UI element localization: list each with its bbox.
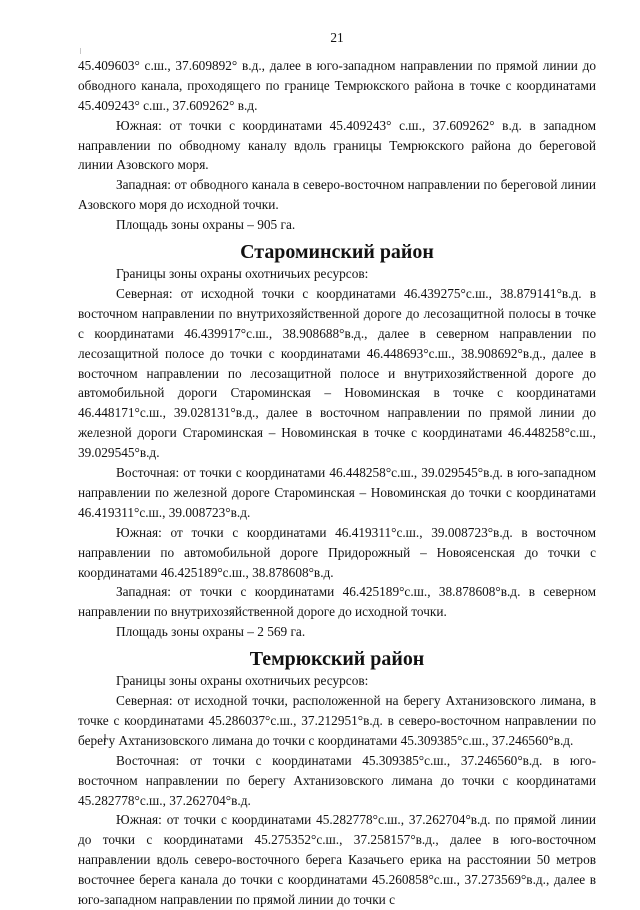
protection-area-paragraph: Площадь зоны охраны – 2 569 га. (116, 624, 306, 640)
western-boundary-paragraph: Западная: от обводного канала в северо-восточном направлении по береговой линии Азовского моря до исходной точки. (78, 177, 596, 213)
section-heading-temryuk: Темрюкский район (249, 648, 425, 671)
eastern-boundary-paragraph: Восточная: от точки с координатами 45.309385°с.ш., 37.246560°в.д. в юго-восточном направлении по берегу Ахтанизовского лимана до точки с координатами 45.282778°с.ш., 37.262704°в.д. (78, 752, 596, 808)
paragraph-continuation: 45.409603° с.ш., 37.609892° в.д., далее в юго-западном направлении по прямой линии до обводного канала, проходящего по границе Темрюкского района в точке с координатами 45.409243° с.ш., 37.609262° в.д. (78, 57, 596, 113)
northern-boundary-paragraph: Северная: от исходной точки, расположенной на берегу Ахтанизовского лимана, в точке с координатами 45.286037°с.ш., 37.212951°в.д. в северо-восточном направлении по берегу Ахтанизовского лимана до точки с координатами 45.309385°с.ш., 37.246560°в.д. (78, 693, 596, 748)
southern-boundary-paragraph: Южная: от точки с координатами 46.419311°с.ш., 39.008723°в.д. в восточном направлении по автомобильной дороге Придорожный – Новоясенская до точки с координатами 46.425189°с.ш., 38.878608°в.д. (78, 524, 596, 580)
western-boundary-paragraph: Западная: от точки с координатами 46.425189°с.ш., 38.878608°в.д. в северном направлении по внутрихозяйственной дороге до исходной точки. (78, 584, 596, 620)
page-number: 21 (330, 30, 344, 45)
section-heading-starominsky: Староминский район (240, 241, 434, 264)
southern-boundary-paragraph: Южная: от точки с координатами 45.409243° с.ш., 37.609262° в.д. в западном направлении по обводному каналу вдоль границы Темрюкского района до береговой линии Азовского моря. (78, 117, 596, 173)
northern-boundary-paragraph: Северная: от исходной точки с координатами 46.439275°с.ш., 38.879141°в.д. в восточном направлении по внутрихозяйственной дороге до лесозащитной полосы в точке с координатами 46.439917°с.ш., 38.908688°в.д., далее в северном направлении по лесозащитной полосе до точки с координатами 46.448693°с.ш., 38.908692°в.д., далее в восточном направлении по лесозащитной полосе и внутрихозяйственной дороге до автомобильной дороги Староминская – Новоминская в точке с координатами 46.448171°с.ш., 39.028131°в.д., далее в восточном направлении по прямой линии до железной дороги Староминская – Новоминская в точке с координатами 46.448258°с.ш., 39.029545°в.д. (78, 285, 596, 461)
protection-area-paragraph: Площадь зоны охраны – 905 га. (116, 217, 296, 233)
boundaries-intro-paragraph: Границы зоны охраны охотничьих ресурсов: (116, 673, 369, 689)
boundaries-intro-paragraph: Границы зоны охраны охотничьих ресурсов: (116, 265, 369, 281)
document-page (78, 28, 596, 910)
southern-boundary-paragraph: Южная: от точки с координатами 45.282778°с.ш., 37.262704°в.д. по прямой линии до точки с координатами 45.275352°с.ш., 37.258157°в.д., далее в юго-восточном направлении вдоль северо-восточного берега Казачьего ерика на расстоянии 50 метров восточнее берега канала до точки с координатами 45.260858°с.ш., 37.273569°в.д., далее в юго-западном направлении по прямой линии до точки с (78, 812, 596, 908)
eastern-boundary-paragraph: Восточная: от точки с координатами 46.448258°с.ш., 39.029545°в.д. в юго-западном направлении по железной дороге Староминская – Новоминская до точки с координатами 46.419311°с.ш., 39.008723°в.д. (78, 465, 596, 520)
